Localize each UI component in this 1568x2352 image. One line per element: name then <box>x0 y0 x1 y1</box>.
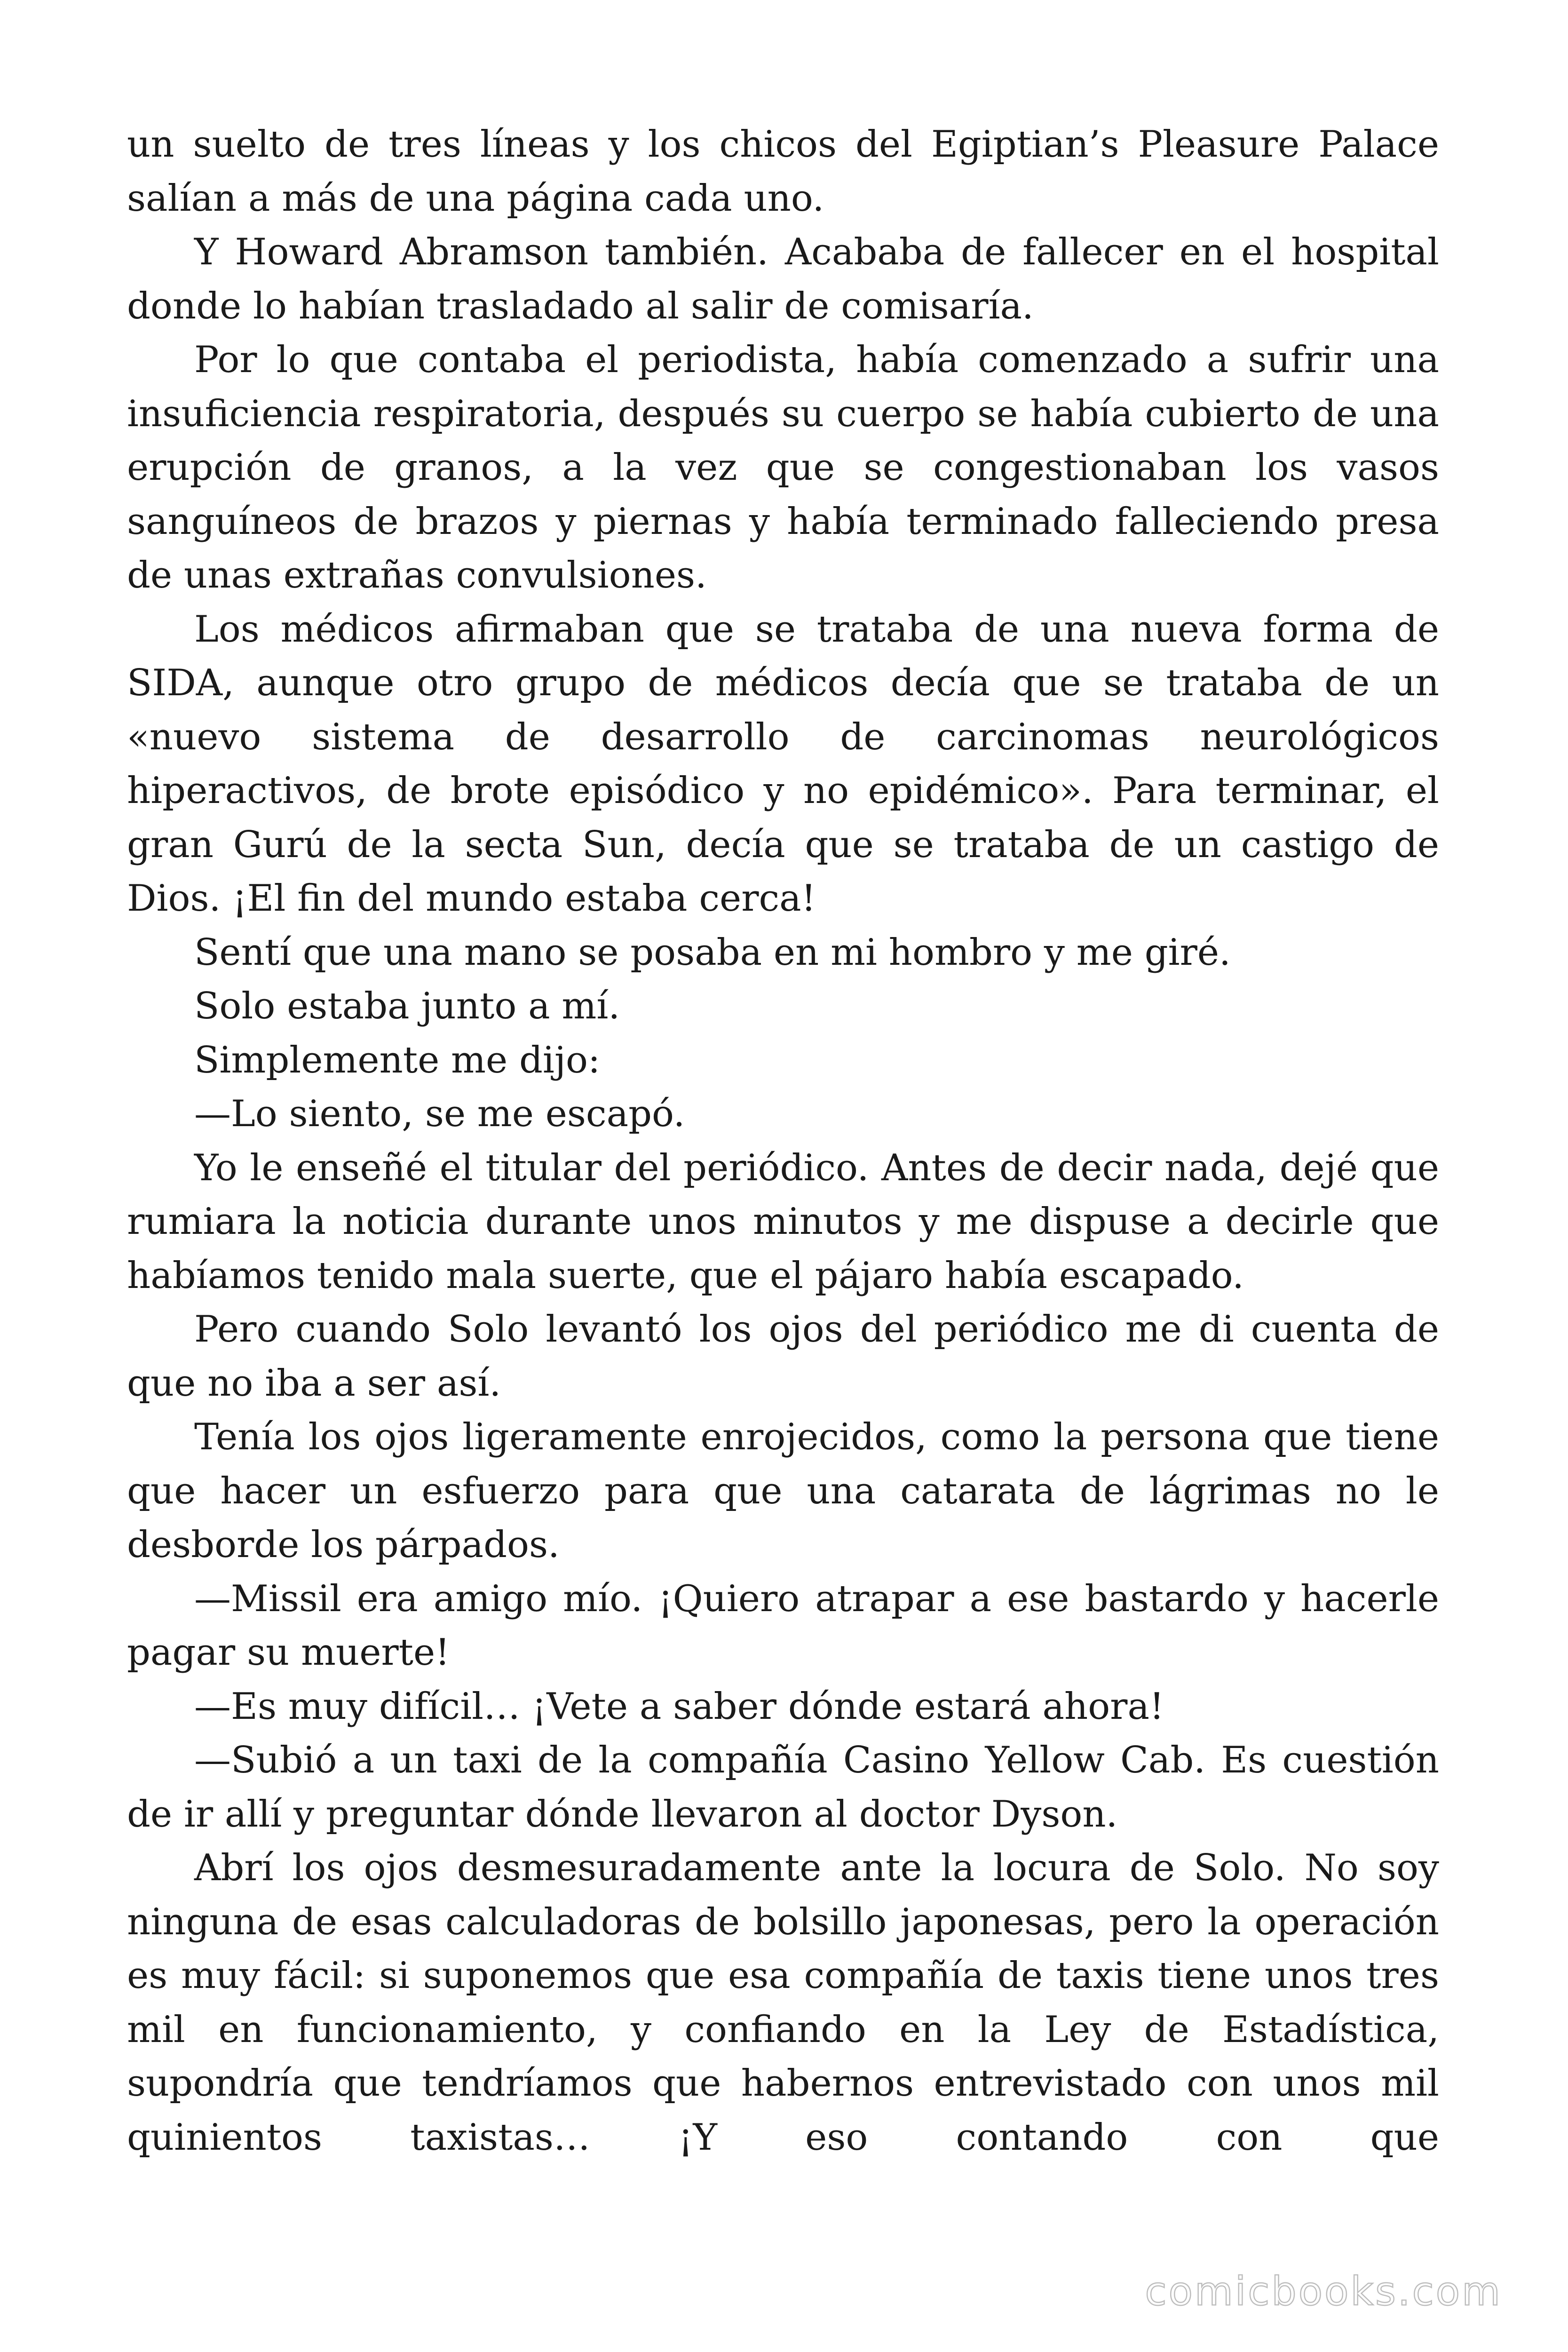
paragraph-1: un suelto de tres líneas y los chicos del Egiptian’s Pleasure Palace salían a más de una página cada uno. <box>127 123 1439 220</box>
paragraph-11: Tenía los ojos ligeramente enrojecidos, como la persona que tiene que hacer un esfuerzo para que una catarata de lágrimas no le desborde los párpados. <box>127 1416 1439 1566</box>
paragraph-7: Simplemente me dijo: <box>194 1039 601 1081</box>
paragraph-4: Los médicos afirmaban que se trataba de una nueva forma de SIDA, aunque otro grupo de médicos decía que se trataba de un «nuevo sistema de desarrollo de carcinomas neurológicos hiperactivos, de brote episódico y no epidémico». Para terminar, el gran Gurú de la secta Sun, decía que se trataba de un castigo de Dios. ¡El fin del mundo estaba cerca! <box>127 608 1439 920</box>
paragraph-8: —Lo siento, se me escapó. <box>194 1093 685 1135</box>
watermark: comicbooks.com <box>1145 2268 1502 2314</box>
paragraph-15: Abrí los ojos desmesuradamente ante la locura de Solo. No soy ninguna de esas calculadoras de bolsillo japonesas, pero la operación es muy fácil: si suponemos que esa compañía de taxis tiene unos tres mil en funcionamiento, y confiando en la Ley de Estadística, supondría que tendríamos que habernos entrevistado con unos mil quinientos taxistas… ¡Y eso contando con que <box>127 1847 1439 2159</box>
paragraph-9: Yo le enseñé el titular del periódico. Antes de decir nada, dejé que rumiara la noticia durante unos minutos y me dispuse a decirle que habíamos tenido mala suerte, que el pájaro había escapado. <box>127 1146 1439 1297</box>
paragraph-2: Y Howard Abramson también. Acababa de fallecer en el hospital donde lo habían trasladado al salir de comisaría. <box>127 231 1439 327</box>
paragraph-14: —Subió a un taxi de la compañía Casino Yellow Cab. Es cuestión de ir allí y preguntar dónde llevaron al doctor Dyson. <box>127 1739 1439 1836</box>
paragraph-5: Sentí que una mano se posaba en mi hombro y me giré. <box>194 931 1231 974</box>
paragraph-10: Pero cuando Solo levantó los ojos del periódico me di cuenta de que no iba a ser así. <box>127 1308 1439 1405</box>
paragraph-13: —Es muy difícil… ¡Vete a saber dónde estará ahora! <box>194 1685 1164 1728</box>
body-text <box>127 118 1439 2164</box>
paragraph-6: Solo estaba junto a mí. <box>194 985 620 1027</box>
paragraph-12: —Missil era amigo mío. ¡Quiero atrapar a ese bastardo y hacerle pagar su muerte! <box>127 1577 1439 1674</box>
paragraph-3: Por lo que contaba el periodista, había comenzado a sufrir una insuficiencia respiratoria, después su cuerpo se había cubierto de una erupción de granos, a la vez que se congestionaban los vasos sanguíneos de brazos y piernas y había terminado falleciendo presa de unas extrañas convulsiones. <box>127 339 1439 596</box>
